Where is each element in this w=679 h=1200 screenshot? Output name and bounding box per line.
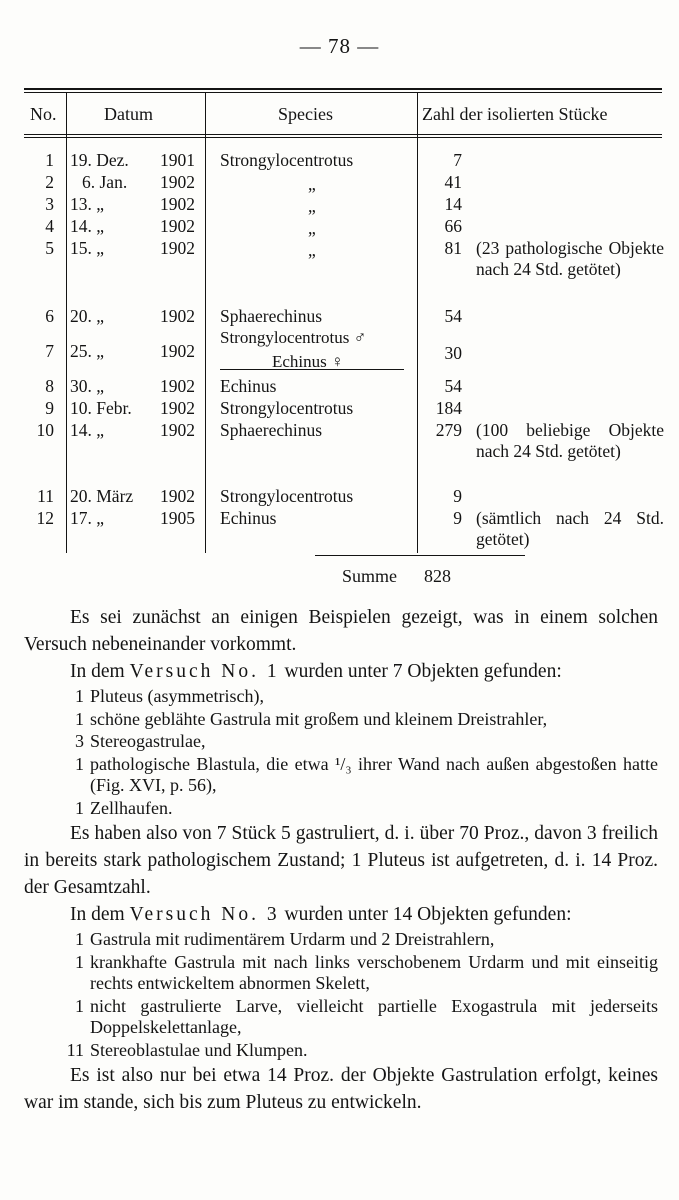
row-no: 4 xyxy=(45,216,54,236)
list-item xyxy=(24,754,658,797)
row-species: Echinus xyxy=(220,376,277,396)
row-year: 1902 xyxy=(160,172,195,192)
row-year: 1902 xyxy=(160,216,195,236)
row-year: 1902 xyxy=(160,398,195,418)
row-date: 19. Dez. xyxy=(70,150,129,170)
header-datum: Datum xyxy=(104,104,153,124)
row-count: 41 xyxy=(444,172,462,192)
table-header-rule xyxy=(24,134,662,135)
row-count: 9 xyxy=(453,486,462,506)
experiment-label: Versuch No. 3 xyxy=(129,904,280,925)
row-species: Sphaerechinus xyxy=(220,420,323,440)
sum-rule xyxy=(315,555,525,556)
column-divider-no xyxy=(66,93,67,553)
row-count: 66 xyxy=(444,216,462,236)
row-date: 14. „ xyxy=(70,216,105,236)
page-number: — 78 — xyxy=(299,34,380,58)
list-quantity: 1 xyxy=(75,753,84,774)
list-item xyxy=(24,798,658,820)
row-count: 9 xyxy=(453,508,462,528)
table-header-rule-thin xyxy=(24,137,662,138)
row-date: 25. „ xyxy=(70,341,105,361)
row-date: 10. Febr. xyxy=(70,398,132,418)
list-text: Gastrula mit rudimentärem Urdarm und 2 Dreistrahlern, xyxy=(90,929,495,949)
paragraph xyxy=(24,658,658,685)
row-count: 279 xyxy=(435,420,462,440)
paragraph: Es haben also von 7 Stück 5 gastruliert, d. i. über 70 Proz., davon 3 freilich in bereits stark pathologischem Zustand; 1 Pluteus ist aufgetreten, d. i. 14 Proz. der Gesamtzahl. xyxy=(24,823,658,898)
list-text: nicht gastrulierte Larve, vielleicht partielle Exogastrula mit jederseits Doppelskelettanlage, xyxy=(90,995,658,1037)
row-no: 9 xyxy=(45,398,54,418)
list-quantity: 1 xyxy=(75,951,84,972)
sum-label: Summe xyxy=(342,566,398,586)
text-run: wurden unter 7 Objekten gefunden: xyxy=(284,661,562,682)
experiment-label: Versuch No. 1 xyxy=(129,661,280,682)
row-no: 8 xyxy=(45,376,54,396)
row-remark: (100 beliebige Objekte nach 24 Std. getötet) xyxy=(476,420,664,461)
row-date: 17. „ xyxy=(70,508,105,528)
list-item xyxy=(24,686,658,708)
row-count: 81 xyxy=(444,238,462,258)
list-quantity: 1 xyxy=(75,708,84,729)
row-no: 6 xyxy=(45,306,54,326)
row-year: 1902 xyxy=(160,194,195,214)
row-count: 14 xyxy=(444,194,462,214)
row-year: 1902 xyxy=(160,376,195,396)
list-item xyxy=(24,929,658,951)
row-year: 1902 xyxy=(160,341,195,361)
text-run: In dem xyxy=(70,661,125,682)
row-remark: (23 pathologische Objekte nach 24 Std. getötet) xyxy=(476,238,664,279)
header-zahl: Zahl der isolierten Stücke xyxy=(422,104,608,124)
paragraph xyxy=(24,901,658,928)
list-item xyxy=(24,952,658,995)
finding-list xyxy=(24,686,658,819)
row-date: 15. „ xyxy=(70,238,105,258)
row-no: 1 xyxy=(45,150,54,170)
row-year: 1905 xyxy=(160,508,195,528)
list-text: krankhafte Gastrula mit nach links verschobenem Urdarm und mit einseitig rechts entwickeltem abnormen Skelett, xyxy=(90,951,658,993)
list-text: Stereogastrulae, xyxy=(90,731,206,751)
list-text: Stereoblastulae und Klumpen. xyxy=(90,1039,308,1060)
list-text: pathologische Blastula, die etwa ¹/₃ ihrer Wand nach außen abgestoßen hatte (Fig. XVI, p. 56), xyxy=(90,753,658,795)
sum-value: 828 xyxy=(424,566,451,586)
row-no: 11 xyxy=(37,486,54,506)
body-text xyxy=(24,604,658,1116)
header-no: No. xyxy=(30,104,57,124)
list-quantity: 1 xyxy=(75,797,84,818)
row-species-bottom: Echinus ♀ xyxy=(272,352,344,371)
row-no: 3 xyxy=(45,194,54,214)
row-count: 7 xyxy=(453,150,462,170)
table-top-rule xyxy=(24,88,662,90)
list-text: Zellhaufen. xyxy=(90,797,173,818)
row-species: Strongylocentrotus xyxy=(220,398,354,418)
row-no: 5 xyxy=(45,238,54,258)
row-year: 1902 xyxy=(160,486,195,506)
column-divider-datum xyxy=(205,93,206,553)
list-item xyxy=(24,731,658,753)
list-quantity: 1 xyxy=(75,929,84,949)
text-run: In dem xyxy=(70,904,125,925)
row-species: Strongylocentrotus xyxy=(220,150,354,170)
row-date: 13. „ xyxy=(70,194,105,214)
row-count: 54 xyxy=(444,306,462,326)
row-no: 12 xyxy=(36,508,54,528)
row-species: „ xyxy=(308,174,316,194)
list-quantity: 1 xyxy=(75,686,84,706)
row-date: 14. „ xyxy=(70,420,105,440)
row-species: „ xyxy=(308,218,316,238)
list-item xyxy=(24,709,658,731)
row-date: 30. „ xyxy=(70,376,105,396)
row-no: 10 xyxy=(36,420,54,440)
row-count: 184 xyxy=(435,398,462,418)
row-species: Sphaerechinus xyxy=(220,306,323,326)
finding-list xyxy=(24,929,658,1061)
row-date: 20. März xyxy=(70,486,134,506)
row-count: 30 xyxy=(444,343,462,363)
list-quantity: 3 xyxy=(75,731,84,751)
list-quantity: 1 xyxy=(75,995,84,1016)
row-no: 7 xyxy=(45,341,54,361)
row-no: 2 xyxy=(45,172,54,192)
row-count: 54 xyxy=(444,376,462,396)
table-top-rule-thin xyxy=(24,92,662,93)
row-species: „ xyxy=(308,240,316,260)
row-species: Strongylocentrotus xyxy=(220,486,354,506)
list-text: Pluteus (asymmetrisch), xyxy=(90,686,264,706)
row-species: „ xyxy=(308,196,316,216)
row-year: 1902 xyxy=(160,420,195,440)
row-remark: (sämtlich nach 24 Std. getötet) xyxy=(476,508,664,549)
row-species: Echinus xyxy=(220,508,277,528)
text-run: wurden unter 14 Objekten gefunden: xyxy=(284,904,572,925)
list-quantity: 11 xyxy=(66,1039,84,1060)
row-year: 1902 xyxy=(160,306,195,326)
row-date: 6. Jan. xyxy=(82,172,128,192)
row-year: 1901 xyxy=(160,150,195,170)
list-item xyxy=(24,996,658,1039)
list-item xyxy=(24,1040,658,1062)
list-text: schöne geblähte Gastrula mit großem und kleinem Dreistrahler, xyxy=(90,708,548,729)
row-date: 20. „ xyxy=(70,306,105,326)
header-species: Species xyxy=(278,104,333,124)
row-year: 1902 xyxy=(160,238,195,258)
paragraph: Es ist also nur bei etwa 14 Proz. der Objekte Gastrulation erfolgt, keines war im stande, sich bis zum Pluteus zu entwickeln. xyxy=(24,1065,658,1113)
row-species-top: Strongylocentrotus ♂ xyxy=(220,328,367,347)
paragraph: Es sei zunächst an einigen Beispielen gezeigt, was in einem solchen Versuch nebeneinander vorkommt. xyxy=(24,607,658,655)
